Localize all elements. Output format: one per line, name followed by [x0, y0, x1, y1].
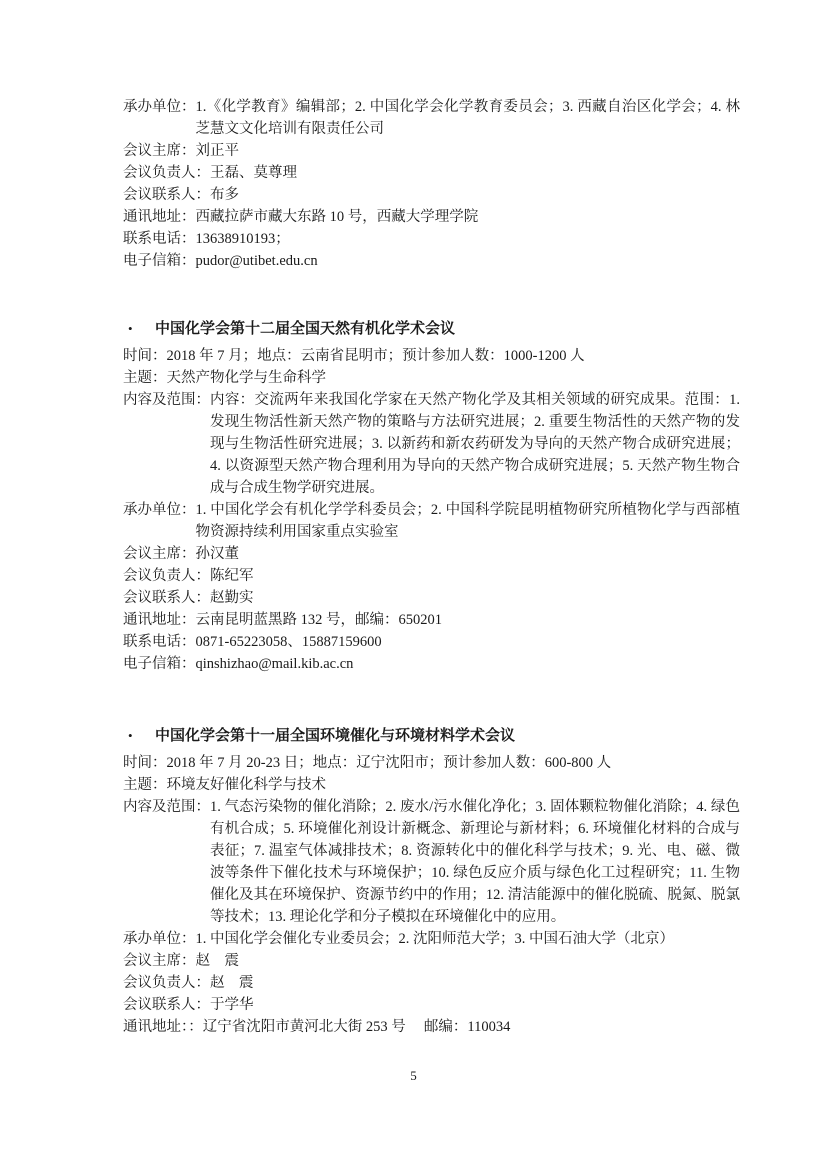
field-value: 1. 中国化学会催化专业委员会；2. 沈阳师范大学；3. 中国石油大学（北京） — [195, 931, 674, 947]
bullet-icon: • — [128, 728, 133, 743]
field-value: qinshizhao@mail.kib.ac.cn — [195, 656, 354, 672]
field-label: 承办单位： — [123, 99, 196, 115]
field-value: 0871-65223058、15887159600 — [195, 634, 382, 650]
field-value: 云南昆明蓝黑路 132 号，邮编：650201 — [195, 612, 442, 628]
field-row — [123, 162, 740, 184]
field-value: 刘正平 — [195, 143, 239, 159]
field-label: 主题： — [123, 370, 167, 386]
field-label: 会议联系人： — [123, 187, 210, 203]
field-value: 2018 年 7 月；地点：云南省昆明市；预计参加人数：1000-1200 人 — [166, 348, 585, 364]
conference-section-continued — [123, 96, 740, 272]
field-value: 赵 震 — [210, 975, 254, 991]
field-row — [123, 609, 740, 631]
conference-section-environmental-catalysis — [123, 725, 740, 1038]
field-label: 会议主席： — [123, 143, 196, 159]
field-value: 陈纪军 — [210, 568, 254, 584]
field-row — [123, 345, 740, 367]
field-value: 2018 年 7 月 20-23 日；地点：辽宁沈阳市；预计参加人数：600-800 人 — [166, 755, 612, 771]
field-value: 辽宁省沈阳市黄河北大街 253 号 邮编：110034 — [202, 1019, 511, 1035]
field-label: 联系电话： — [123, 634, 196, 650]
field-row — [123, 228, 740, 250]
field-label: 通讯地址： — [123, 209, 196, 225]
field-label: 时间： — [123, 755, 167, 771]
field-label: 联系电话： — [123, 231, 196, 247]
field-value: 赵勤实 — [210, 590, 254, 606]
field-value: 孙汉董 — [195, 546, 239, 562]
field-row — [123, 796, 740, 928]
field-row — [123, 774, 740, 796]
field-row — [123, 631, 740, 653]
field-row — [123, 587, 740, 609]
field-value: 1. 中国化学会有机化学学科委员会；2. 中国科学院昆明植物研究所植物化学与西部植物资源持续利用国家重点实验室 — [195, 502, 740, 540]
field-value: 环境友好催化科学与技术 — [166, 777, 326, 793]
field-label: 内容及范围： — [123, 392, 210, 408]
field-label: 电子信箱： — [123, 253, 196, 269]
field-label: 会议主席： — [123, 953, 196, 969]
conference-title: 中国化学会第十一届全国环境催化与环境材料学术会议 — [155, 727, 516, 744]
field-value: 天然产物化学与生命科学 — [166, 370, 326, 386]
field-label: 承办单位： — [123, 931, 196, 947]
field-row — [123, 653, 740, 675]
field-row — [123, 1016, 740, 1038]
field-label: 通讯地址： — [123, 612, 196, 628]
field-row — [123, 499, 740, 543]
field-row — [123, 250, 740, 272]
field-value: 西藏拉萨市藏大东路 10 号，西藏大学理学院 — [195, 209, 479, 225]
field-label: 内容及范围： — [123, 799, 210, 815]
field-row — [123, 96, 740, 140]
field-value: 内容：交流两年来我国化学家在天然产物化学及其相关领域的研究成果。范围：1. 发现生物活性新天然产物的策略与方法研究进展；2. 重要生物活性的天然产物的发现与生物活性研究进展；3. 以新药和新农药研发为导向的天然产物合成研究进展；4. 以资源型天然产物合理利用为导向的天然产物合成研究进展；5. 天然产物生物合成与合成生物学研究进展。 — [210, 392, 740, 496]
field-value: 布多 — [210, 187, 239, 203]
field-row — [123, 184, 740, 206]
field-label: 时间： — [123, 348, 167, 364]
field-label: 主题： — [123, 777, 167, 793]
field-row — [123, 206, 740, 228]
field-value: 1.《化学教育》编辑部；2. 中国化学会化学教育委员会；3. 西藏自治区化学会；4. 林芝慧文文化培训有限责任公司 — [195, 99, 740, 137]
field-row — [123, 543, 740, 565]
field-row — [123, 994, 740, 1016]
field-label: 会议负责人： — [123, 975, 210, 991]
conference-heading — [123, 318, 740, 340]
field-row — [123, 950, 740, 972]
field-row — [123, 565, 740, 587]
page-number: 5 — [410, 1068, 417, 1083]
field-row — [123, 389, 740, 499]
bullet-icon: • — [128, 321, 133, 336]
field-row — [123, 752, 740, 774]
field-row — [123, 367, 740, 389]
conference-heading — [123, 725, 740, 747]
field-value: pudor@utibet.edu.cn — [195, 253, 318, 269]
field-label: 会议联系人： — [123, 590, 210, 606]
field-row — [123, 928, 740, 950]
field-row — [123, 140, 740, 162]
field-row — [123, 972, 740, 994]
field-value: 1. 气态污染物的催化消除；2. 废水/污水催化净化；3. 固体颗粒物催化消除；4. 绿色有机合成；5. 环境催化剂设计新概念、新理论与新材料；6. 环境催化材料的合成与表征；7. 温室气体减排技术；8. 资源转化中的催化科学与技术；9. 光、电、磁、微波等条件下催化技术与环境保护；10. 绿色反应介质与绿色化工过程研究；11. 生物催化及其在环境保护、资源节约中的作用；12. 清洁能源中的催化脱硫、脱氮、脱氯等技术；13. 理论化学和分子模拟在环境催化中的应用。 — [210, 799, 740, 925]
field-label: 电子信箱： — [123, 656, 196, 672]
field-value: 13638910193； — [195, 231, 290, 247]
field-label: 承办单位： — [123, 502, 196, 518]
field-label: 会议负责人： — [123, 568, 210, 584]
conference-title: 中国化学会第十二届全国天然有机化学术会议 — [155, 320, 456, 337]
field-value: 于学华 — [210, 997, 254, 1013]
conference-section-natural-organic — [123, 318, 740, 675]
field-value: 王磊、莫尊理 — [210, 165, 297, 181]
field-label: 会议联系人： — [123, 997, 210, 1013]
field-value: 赵 震 — [195, 953, 239, 969]
field-label: 会议负责人： — [123, 165, 210, 181]
field-label: 通讯地址：： — [123, 1019, 203, 1035]
field-label: 会议主席： — [123, 546, 196, 562]
